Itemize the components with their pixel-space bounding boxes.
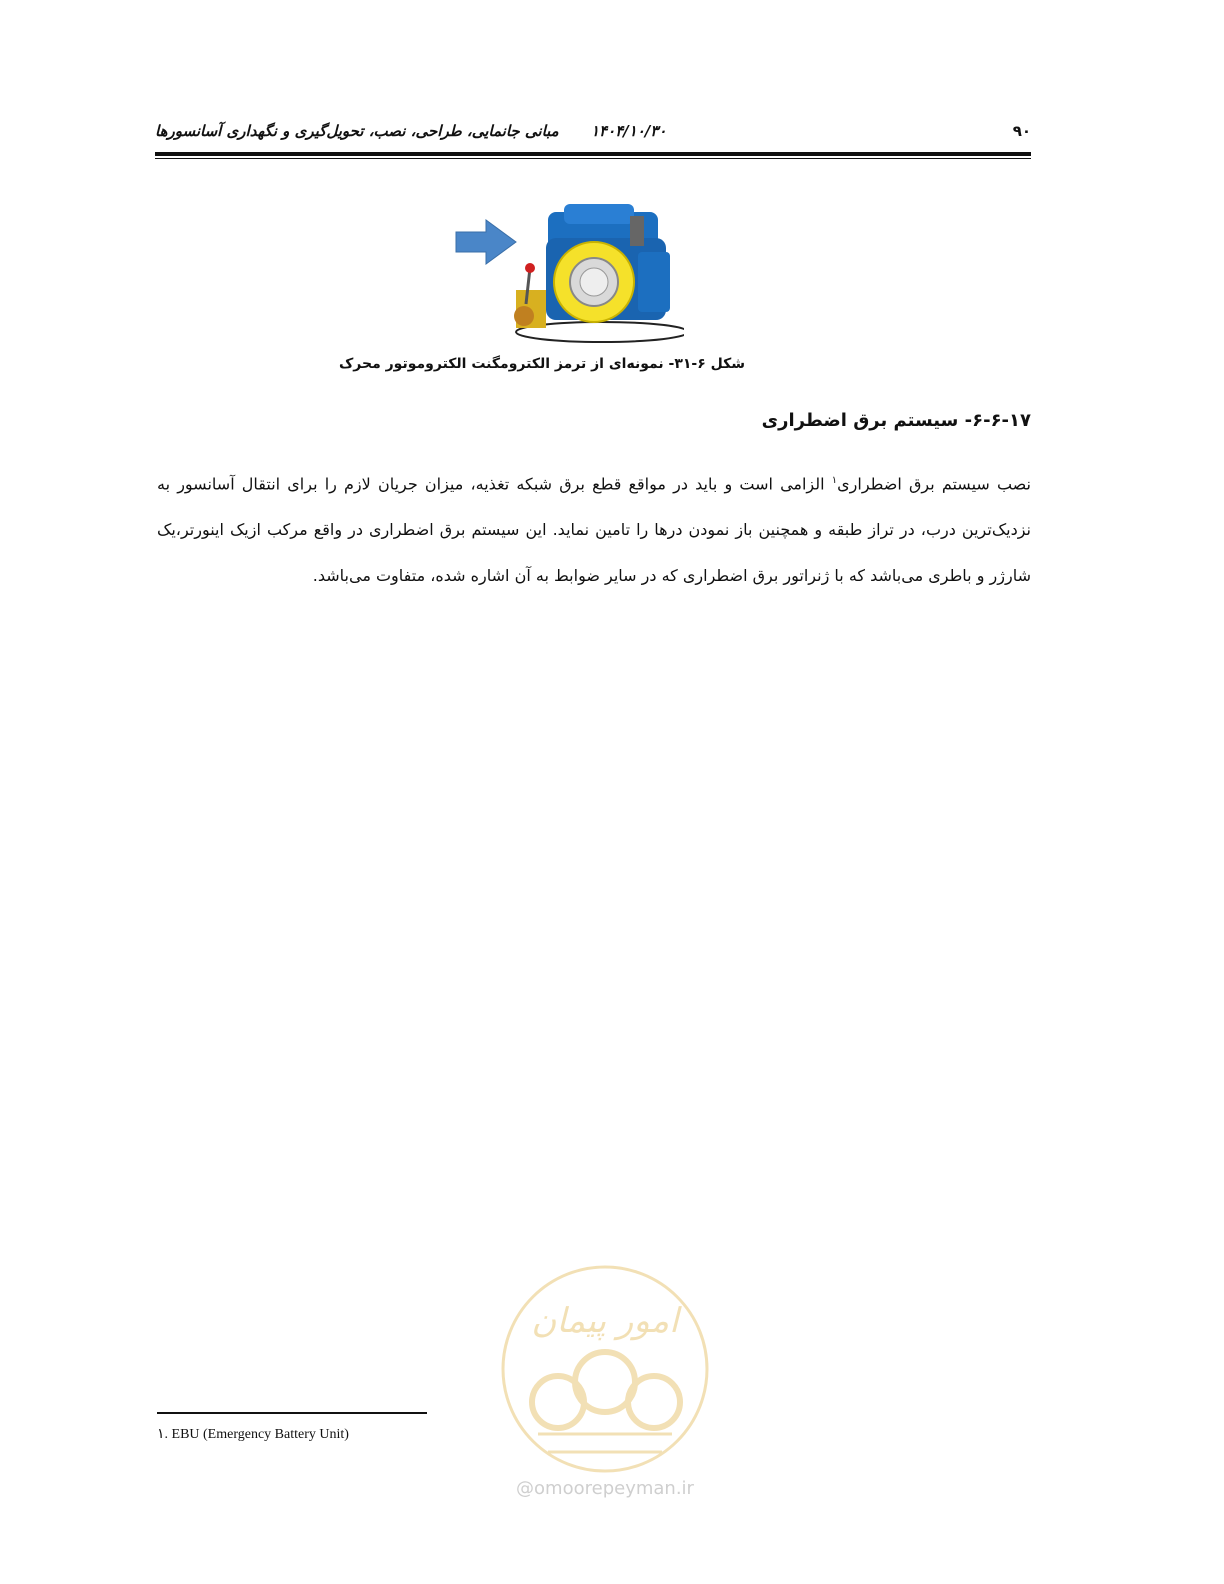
footnote-rule [157, 1412, 427, 1414]
paragraph-text-start: نصب سیستم برق اضطراری [837, 474, 1032, 494]
page-header [155, 116, 1031, 146]
section-heading: ۶-۶-۱۷- سیستم برق اضطراری [761, 410, 1031, 431]
header-rule-thick [155, 152, 1031, 156]
watermark-logo-text: امور پیمان [531, 1301, 679, 1341]
footnote-reference[interactable]: ۱ [831, 475, 838, 486]
footnote: ۱. EBU (Emergency Battery Unit) [157, 1427, 349, 1442]
figure-image [452, 198, 684, 348]
watermark-url: @omoorepeyman.ir [516, 1478, 694, 1499]
watermark-logo [498, 1262, 712, 1476]
header-date: ۱۴۰۴/۱۰/۳۰ [591, 122, 667, 140]
book-title: مبانی جانمایی، طراحی، نصب، تحویل‌گیری و نگهداری آسانسورها [155, 122, 559, 140]
section-paragraph [157, 458, 1031, 599]
paragraph-text-end: الزامی است و باید در مواقع قطع برق شبکه تغذیه، میزان جریان لازم را برای انتقال آسانسور به نزدیک‌ترین درب، در تراز طبقه و همچنین باز نمودن درها را تامین نماید. این سیستم برق اضطراری در واقع مرکب ازیک اینورتر،یک شارژر و باطری می‌باشد که با ژنراتور برق اضطراری که در سایر ضوابط به آن اشاره شده، متفاوت می‌باشد. [157, 474, 1031, 586]
figure-caption: شکل ۶-۳۱- نمونه‌ای از ترمز الکترومگنت الکتروموتور محرک [338, 356, 746, 372]
figure [452, 198, 684, 348]
header-rule-thin [155, 158, 1031, 159]
arrow-right-icon [456, 220, 516, 264]
motor-illustration [514, 204, 684, 342]
page-number: ۹۰ [1012, 122, 1031, 140]
